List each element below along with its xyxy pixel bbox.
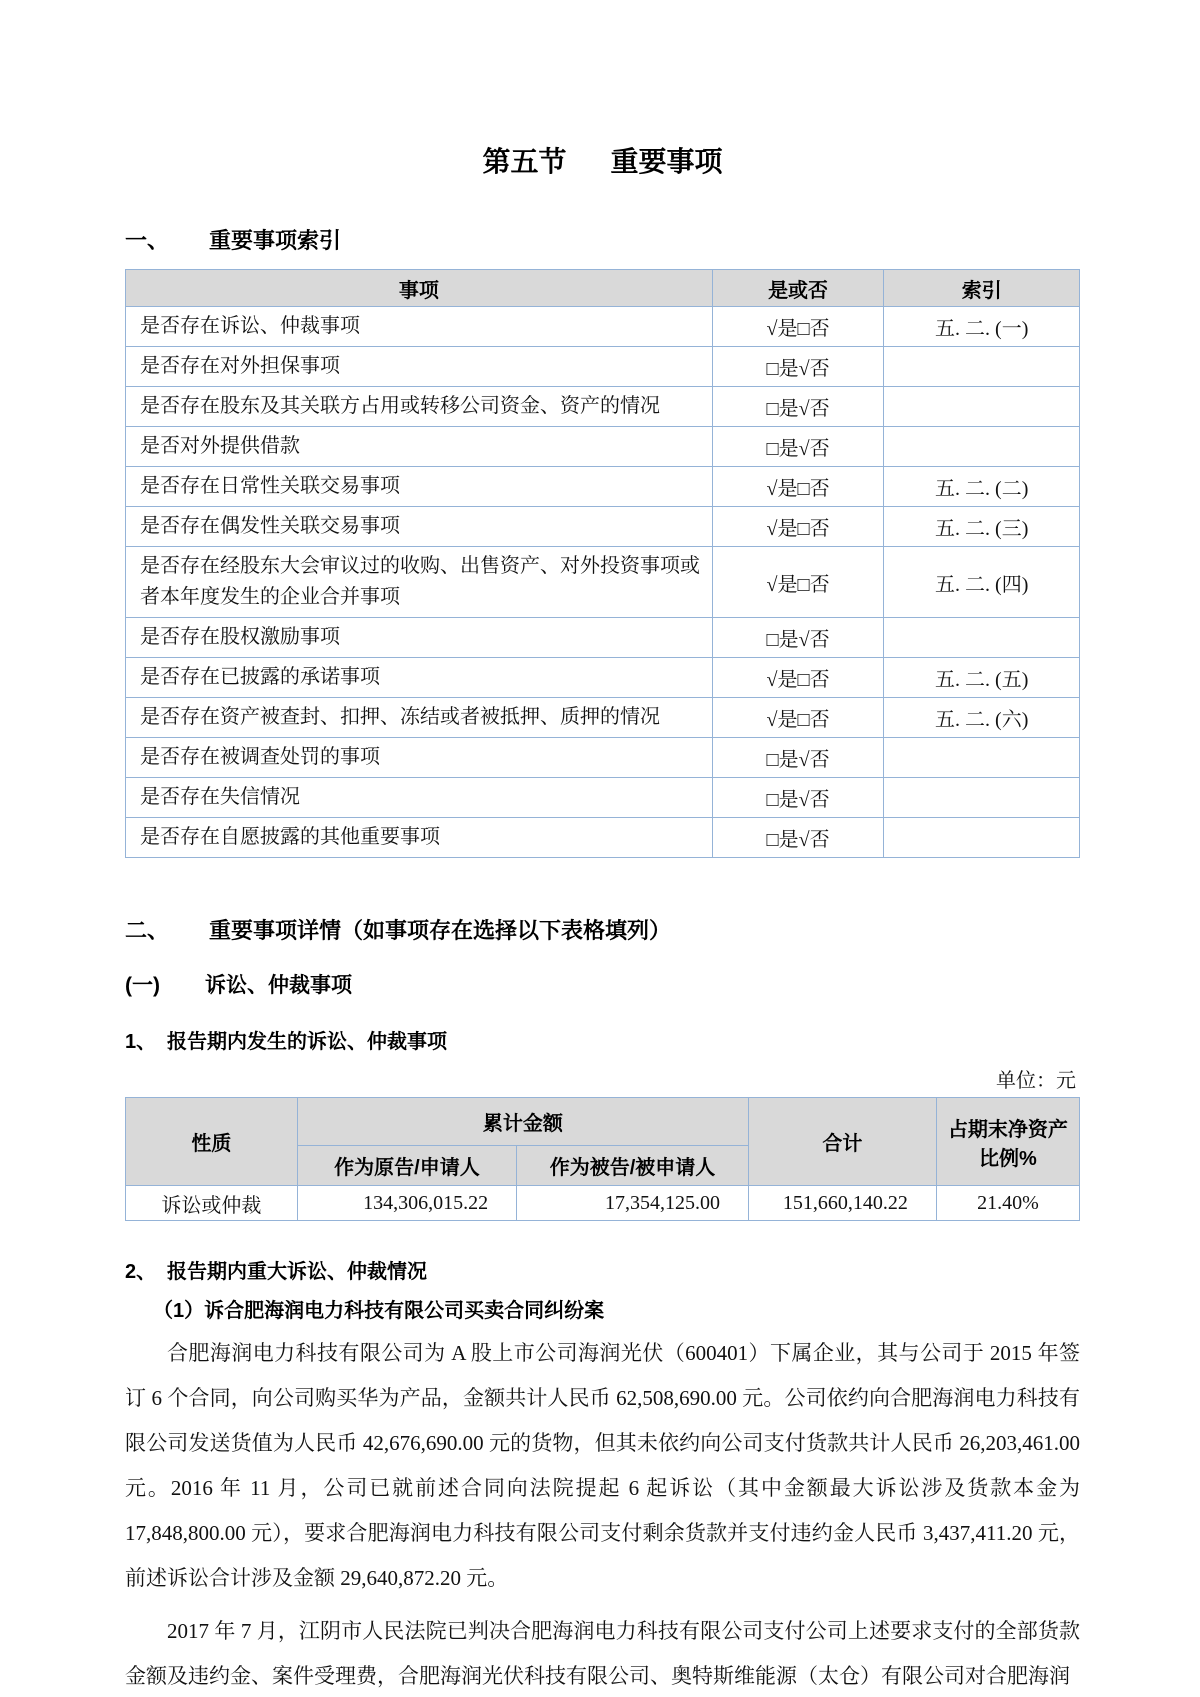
header-total: 合计 <box>748 1098 936 1186</box>
section2-number: 二、 <box>125 918 170 943</box>
index-table-header-row <box>126 270 1080 307</box>
total-amount-cell: 151,660,140.22 <box>748 1186 936 1221</box>
section1-number: 一、 <box>125 228 170 253</box>
page-title-text: 重要事项 <box>610 146 723 177</box>
yes-no-cell: □是√否 <box>712 387 884 427</box>
item2-heading <box>125 1255 1080 1284</box>
ratio-cell: 21.40% <box>936 1186 1079 1221</box>
table-row <box>126 427 1080 467</box>
yes-no-cell: □是√否 <box>712 738 884 778</box>
case1-paragraph-2: 2017 年 7 月，江阴市人民法院已判决合肥海润电力科技有限公司支付公司上述要求支付的全部货款金额及违约金、案件受理费，合肥海润光伏科技有限公司、奥特斯维能源（太仓）有限公司对合肥海润 <box>125 1619 1080 1688</box>
index-cell: 五. 二. (一) <box>884 307 1080 347</box>
index-cell: 五. 二. (三) <box>884 507 1080 547</box>
yes-no-cell: □是√否 <box>712 778 884 818</box>
item-cell: 是否存在被调查处罚的事项 <box>126 738 713 778</box>
yes-no-cell: √是□否 <box>712 658 884 698</box>
section2-heading <box>125 914 1080 945</box>
subsection1-number: (一) <box>125 974 160 997</box>
nature-cell: 诉讼或仲裁 <box>126 1186 298 1221</box>
table-row <box>126 618 1080 658</box>
item1-title: 报告期内发生的诉讼、仲裁事项 <box>167 1031 447 1053</box>
index-cell <box>884 427 1080 467</box>
yes-no-cell: □是√否 <box>712 427 884 467</box>
table-row <box>126 778 1080 818</box>
item-cell: 是否对外提供借款 <box>126 427 713 467</box>
yes-no-cell: √是□否 <box>712 507 884 547</box>
lawsuit-data-row <box>126 1186 1080 1221</box>
table-row <box>126 507 1080 547</box>
table-row <box>126 818 1080 858</box>
item1-heading <box>125 1025 1080 1054</box>
yes-no-cell: √是□否 <box>712 307 884 347</box>
header-nature: 性质 <box>126 1098 298 1186</box>
header-item: 事项 <box>126 270 713 307</box>
index-cell <box>884 778 1080 818</box>
item-cell: 是否存在经股东大会审议过的收购、出售资产、对外投资事项或者本年度发生的企业合并事项 <box>126 547 713 618</box>
table-row <box>126 738 1080 778</box>
index-cell: 五. 二. (四) <box>884 547 1080 618</box>
header-as-plaintiff: 作为原告/申请人 <box>297 1146 516 1186</box>
table-row <box>126 658 1080 698</box>
item-cell: 是否存在股东及其关联方占用或转移公司资金、资产的情况 <box>126 387 713 427</box>
index-cell <box>884 618 1080 658</box>
index-cell: 五. 二. (二) <box>884 467 1080 507</box>
yes-no-cell: □是√否 <box>712 347 884 387</box>
document-content <box>125 0 1080 1697</box>
section1-heading <box>125 224 1080 255</box>
yes-no-cell: √是□否 <box>712 547 884 618</box>
plaintiff-amount-cell: 134,306,015.22 <box>297 1186 516 1221</box>
yes-no-cell: □是√否 <box>712 618 884 658</box>
index-cell <box>884 738 1080 778</box>
header-cumulative-amount: 累计金额 <box>297 1098 748 1146</box>
matters-index-table <box>125 269 1080 858</box>
table-row <box>126 547 1080 618</box>
table-row <box>126 347 1080 387</box>
section1-title: 重要事项索引 <box>209 228 342 253</box>
item-cell: 是否存在诉讼、仲裁事项 <box>126 307 713 347</box>
item-cell: 是否存在资产被查封、扣押、冻结或者被抵押、质押的情况 <box>126 698 713 738</box>
index-cell <box>884 818 1080 858</box>
item-cell: 是否存在对外担保事项 <box>126 347 713 387</box>
index-cell: 五. 二. (五) <box>884 658 1080 698</box>
case1-paragraph-1: 合肥海润电力科技有限公司为 A 股上市公司海润光伏（600401）下属企业，其与公司于 2015 年签订 6 个合同，向公司购买华为产品，金额共计人民币 62,508,690.00 元。公司依约向合肥海润电力科技有限公司发送货值为人民币 42,676,690.00 元的货物，但其未依约向公司支付货款共计人民币 26,203,461.00 元。2016 年 11 月，公司已就前述合同向法院提起 6 起诉讼（其中金额最大诉讼涉及货款本金为 17,848,800.00 元），要求合肥海润电力科技有限公司支付剩余货款并支付违约金人民币 3,437,411.20 元，前述诉讼合计涉及金额 29,640,872.20 元。 <box>125 1341 1080 1590</box>
index-cell <box>884 387 1080 427</box>
page-title <box>125 0 1080 180</box>
subsection1-title: 诉讼、仲裁事项 <box>205 974 352 997</box>
table-row <box>126 387 1080 427</box>
table-row <box>126 307 1080 347</box>
section2-title: 重要事项详情（如事项存在选择以下表格填列） <box>209 918 672 943</box>
index-cell: 五. 二. (六) <box>884 698 1080 738</box>
unit-label: 单位：元 <box>996 1070 1076 1092</box>
header-index: 索引 <box>884 270 1080 307</box>
item-cell: 是否存在偶发性关联交易事项 <box>126 507 713 547</box>
item-cell: 是否存在自愿披露的其他重要事项 <box>126 818 713 858</box>
item-cell: 是否存在失信情况 <box>126 778 713 818</box>
item-cell: 是否存在股权激励事项 <box>126 618 713 658</box>
header-yes-no: 是或否 <box>712 270 884 307</box>
yes-no-cell: √是□否 <box>712 467 884 507</box>
item2-number: 2、 <box>125 1261 157 1283</box>
item-cell: 是否存在日常性关联交易事项 <box>126 467 713 507</box>
item-cell: 是否存在已披露的承诺事项 <box>126 658 713 698</box>
header-as-defendant: 作为被告/被申请人 <box>517 1146 749 1186</box>
case1-heading: （1）诉合肥海润电力科技有限公司买卖合同纠纷案 <box>153 1300 605 1322</box>
table-row <box>126 467 1080 507</box>
item1-number: 1、 <box>125 1031 157 1053</box>
lawsuit-summary-table <box>125 1097 1080 1221</box>
subsection1-heading <box>125 969 1080 999</box>
yes-no-cell: □是√否 <box>712 818 884 858</box>
index-cell <box>884 347 1080 387</box>
page-title-section: 第五节 <box>482 146 567 177</box>
yes-no-cell: √是□否 <box>712 698 884 738</box>
defendant-amount-cell: 17,354,125.00 <box>517 1186 749 1221</box>
table-row <box>126 698 1080 738</box>
item2-title: 报告期内重大诉讼、仲裁情况 <box>167 1261 427 1283</box>
header-net-asset-ratio: 占期末净资产比例% <box>936 1098 1079 1186</box>
lawsuit-header-row-1 <box>126 1098 1080 1146</box>
